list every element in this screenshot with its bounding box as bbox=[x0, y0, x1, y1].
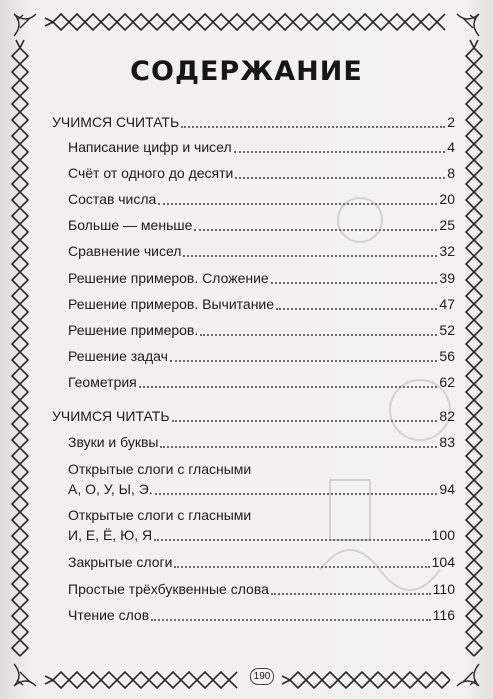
dot-leader bbox=[194, 229, 437, 231]
toc-page-number: 20 bbox=[439, 191, 455, 207]
toc-entry[interactable] bbox=[0, 190, 493, 214]
toc-entry[interactable] bbox=[0, 138, 493, 162]
toc-entry[interactable] bbox=[0, 506, 493, 550]
dot-leader bbox=[160, 446, 437, 448]
toc-entry-title: Написание цифр и чисел bbox=[68, 139, 232, 155]
toc-section-title: УЧИМСЯ ЧИТАТЬ bbox=[52, 408, 170, 424]
page-title: СОДЕРЖАНИЕ bbox=[130, 56, 363, 87]
toc-entry[interactable] bbox=[0, 321, 493, 345]
toc-section[interactable] bbox=[0, 407, 493, 431]
toc-entry[interactable] bbox=[0, 373, 493, 397]
toc-page-number: 32 bbox=[439, 243, 455, 259]
page-number: 190 bbox=[250, 668, 274, 685]
dot-leader bbox=[139, 386, 437, 388]
toc-entry[interactable] bbox=[0, 164, 493, 188]
toc-entry[interactable] bbox=[0, 269, 493, 293]
dot-leader bbox=[155, 493, 437, 495]
dot-leader bbox=[271, 593, 431, 595]
dot-leader bbox=[235, 177, 445, 179]
toc-page-number: 94 bbox=[439, 481, 455, 497]
toc-entry[interactable] bbox=[0, 433, 493, 457]
toc-page-number: 8 bbox=[447, 165, 455, 181]
toc-entry-title: Звуки и буквы bbox=[68, 434, 159, 450]
toc-entry-title: Геометрия bbox=[68, 374, 137, 390]
toc-entry-title: Решение примеров. Вычитание bbox=[68, 296, 275, 312]
toc-section[interactable] bbox=[0, 113, 493, 137]
toc-entry-title: Решение примеров. bbox=[68, 322, 199, 338]
toc-page-number: 4 bbox=[447, 139, 455, 155]
toc-entry[interactable] bbox=[0, 347, 493, 371]
toc-entry-title: Сравнение чисел bbox=[68, 243, 182, 259]
dot-leader bbox=[170, 360, 437, 362]
toc-entry-title: Решение задач bbox=[68, 348, 168, 364]
dot-leader bbox=[183, 255, 437, 257]
dot-leader bbox=[276, 308, 437, 310]
toc-entry[interactable] bbox=[0, 553, 493, 577]
toc-entry-title: Счёт от одного до десяти bbox=[68, 165, 234, 181]
toc-page-number: 2 bbox=[447, 114, 455, 130]
toc-entry[interactable] bbox=[0, 216, 493, 240]
toc-entry-title: Чтение слов bbox=[68, 607, 150, 623]
toc-entry-title-line: Открытые слоги с гласными bbox=[68, 507, 252, 523]
toc-page-number: 56 bbox=[439, 348, 455, 364]
toc-entry-title: И, Е, Ё, Ю, Я bbox=[68, 527, 153, 543]
toc-entry[interactable] bbox=[0, 606, 493, 630]
dot-leader bbox=[172, 420, 437, 422]
toc-page-number: 52 bbox=[439, 322, 455, 338]
toc-entry[interactable] bbox=[0, 295, 493, 319]
toc-section-title: УЧИМСЯ СЧИТАТЬ bbox=[52, 114, 180, 130]
toc-page-number: 47 bbox=[439, 296, 455, 312]
dot-leader bbox=[158, 203, 437, 205]
toc-entry-title: Больше — меньше bbox=[68, 217, 193, 233]
toc-page-number: 82 bbox=[439, 408, 455, 424]
toc-page-number: 62 bbox=[439, 374, 455, 390]
dot-leader bbox=[174, 566, 430, 568]
dot-leader bbox=[271, 282, 437, 284]
toc-entry-title: А, О, У, Ы, Э. bbox=[68, 481, 153, 497]
dot-leader bbox=[151, 619, 431, 621]
toc-page-number: 39 bbox=[439, 270, 455, 286]
toc-page-number: 104 bbox=[431, 554, 455, 570]
toc-page-number: 116 bbox=[432, 607, 455, 623]
toc-entry[interactable] bbox=[0, 580, 493, 604]
dot-leader bbox=[200, 334, 437, 336]
toc-page-number: 25 bbox=[439, 217, 455, 233]
toc-page-number: 100 bbox=[431, 527, 455, 543]
toc-entry[interactable] bbox=[0, 460, 493, 504]
dot-leader bbox=[234, 151, 445, 153]
toc-entry-title: Решение примеров. Сложение bbox=[68, 270, 269, 286]
toc-entry-title: Состав числа bbox=[68, 191, 157, 207]
toc-page-number: 83 bbox=[439, 434, 455, 450]
toc-entry-title: Закрытые слоги bbox=[68, 554, 173, 570]
dot-leader bbox=[181, 126, 445, 128]
toc-entry-title: Простые трёхбуквенные слова bbox=[68, 581, 269, 597]
toc-page-number: 110 bbox=[432, 581, 455, 597]
toc-entry[interactable] bbox=[0, 242, 493, 266]
dot-leader bbox=[154, 539, 430, 541]
toc-entry-title-line: Открытые слоги с гласными bbox=[68, 461, 252, 477]
